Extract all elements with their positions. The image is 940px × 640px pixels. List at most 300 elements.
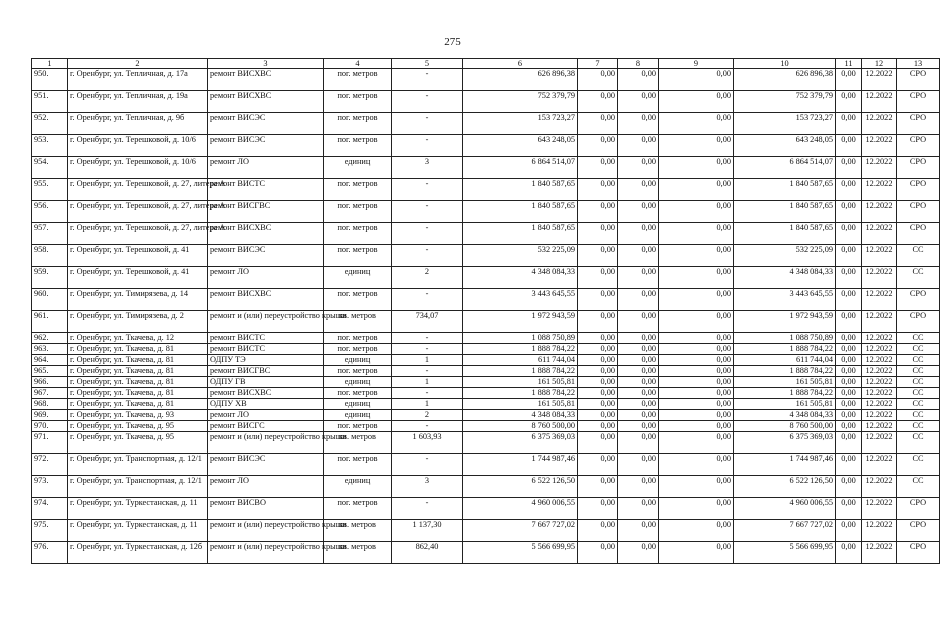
value-cell: 0,00 [836,245,862,267]
total-cost-cell: 1 840 587,65 [463,179,578,201]
unit-cell: единиц [324,267,392,289]
column-header: 2 [68,59,208,69]
deadline-cell: 12.2022 [862,69,897,91]
value-cell: 0,00 [659,399,734,410]
quantity-cell: 1 [392,377,463,388]
cost-cell: 4 960 006,55 [734,498,836,520]
value-cell: 0,00 [836,377,862,388]
quantity-cell: 2 [392,267,463,289]
row-number: 955. [32,179,68,201]
value-cell: 0,00 [659,498,734,520]
deadline-cell: 12.2022 [862,344,897,355]
funding-cell: СРО [897,91,940,113]
quantity-cell: - [392,223,463,245]
table-row [32,454,940,476]
table-row [32,333,940,344]
value-cell: 0,00 [618,135,659,157]
value-cell: 0,00 [578,432,618,454]
value-cell: 0,00 [578,179,618,201]
total-cost-cell: 5 566 699,95 [463,542,578,564]
value-cell: 0,00 [659,355,734,366]
quantity-cell: 3 [392,476,463,498]
deadline-cell: 12.2022 [862,454,897,476]
table-row [32,91,940,113]
row-number: 950. [32,69,68,91]
value-cell: 0,00 [836,366,862,377]
funding-cell: СС [897,399,940,410]
value-cell: 0,00 [659,91,734,113]
quantity-cell: - [392,69,463,91]
work-type-cell: ремонт ВИСХВС [208,289,324,311]
value-cell: 0,00 [836,267,862,289]
funding-cell: СС [897,476,940,498]
address-cell: г. Оренбург, ул. Туркестанская, д. 11 [68,520,208,542]
funding-cell: СС [897,366,940,377]
address-cell: г. Оренбург, ул. Терешковой, д. 10/6 [68,157,208,179]
funding-cell: СРО [897,311,940,333]
row-number: 958. [32,245,68,267]
unit-cell: пог. метров [324,245,392,267]
repair-program-table [31,58,940,564]
cost-cell: 3 443 645,55 [734,289,836,311]
funding-cell: СРО [897,157,940,179]
table-body [32,69,940,564]
value-cell: 0,00 [578,421,618,432]
quantity-cell: - [392,344,463,355]
quantity-cell: 3 [392,157,463,179]
value-cell: 0,00 [578,245,618,267]
row-number: 956. [32,201,68,223]
table-row [32,311,940,333]
value-cell: 0,00 [618,223,659,245]
total-cost-cell: 3 443 645,55 [463,289,578,311]
funding-cell: СРО [897,542,940,564]
unit-cell: единиц [324,476,392,498]
table-row [32,245,940,267]
table-row [32,289,940,311]
address-cell: г. Оренбург, ул. Терешковой, д. 27, литера А [68,223,208,245]
unit-cell: пог. метров [324,289,392,311]
table-row [32,201,940,223]
address-cell: г. Оренбург, ул. Ткачева, д. 95 [68,421,208,432]
value-cell: 0,00 [618,366,659,377]
value-cell: 0,00 [578,267,618,289]
value-cell: 0,00 [618,377,659,388]
deadline-cell: 12.2022 [862,366,897,377]
value-cell: 0,00 [618,245,659,267]
value-cell: 0,00 [659,432,734,454]
total-cost-cell: 532 225,09 [463,245,578,267]
address-cell: г. Оренбург, ул. Ткачева, д. 81 [68,344,208,355]
table-row [32,366,940,377]
funding-cell: СС [897,421,940,432]
total-cost-cell: 6 375 369,03 [463,432,578,454]
address-cell: г. Оренбург, ул. Тимирязева, д. 14 [68,289,208,311]
cost-cell: 153 723,27 [734,113,836,135]
total-cost-cell: 1 840 587,65 [463,201,578,223]
work-type-cell: ремонт и (или) переустройство крыши [208,520,324,542]
value-cell: 0,00 [836,476,862,498]
cost-cell: 7 667 727,02 [734,520,836,542]
quantity-cell: - [392,421,463,432]
unit-cell: единиц [324,355,392,366]
table-row [32,344,940,355]
value-cell: 0,00 [659,454,734,476]
value-cell: 0,00 [836,399,862,410]
cost-cell: 532 225,09 [734,245,836,267]
work-type-cell: ремонт и (или) переустройство крыши [208,311,324,333]
value-cell: 0,00 [618,432,659,454]
value-cell: 0,00 [836,410,862,421]
value-cell: 0,00 [618,179,659,201]
value-cell: 0,00 [618,542,659,564]
table-row [32,113,940,135]
work-type-cell: ремонт ВИСХВС [208,91,324,113]
cost-cell: 161 505,81 [734,377,836,388]
funding-cell: СРО [897,289,940,311]
value-cell: 0,00 [578,377,618,388]
cost-cell: 1 840 587,65 [734,179,836,201]
funding-cell: СРО [897,520,940,542]
row-number: 960. [32,289,68,311]
cost-cell: 611 744,04 [734,355,836,366]
funding-cell: СС [897,432,940,454]
unit-cell: пог. метров [324,498,392,520]
deadline-cell: 12.2022 [862,432,897,454]
value-cell: 0,00 [659,388,734,399]
address-cell: г. Оренбург, ул. Транспортная, д. 12/1 [68,476,208,498]
address-cell: г. Оренбург, ул. Терешковой, д. 10/6 [68,135,208,157]
work-type-cell: ремонт и (или) переустройство крыши [208,432,324,454]
unit-cell: пог. метров [324,135,392,157]
value-cell: 0,00 [836,311,862,333]
row-number: 970. [32,421,68,432]
deadline-cell: 12.2022 [862,157,897,179]
quantity-cell: - [392,179,463,201]
value-cell: 0,00 [578,201,618,223]
value-cell: 0,00 [618,421,659,432]
work-type-cell: ремонт ВИСТС [208,344,324,355]
table-row [32,498,940,520]
table-row [32,179,940,201]
deadline-cell: 12.2022 [862,388,897,399]
row-number: 962. [32,333,68,344]
unit-cell: пог. метров [324,344,392,355]
value-cell: 0,00 [659,223,734,245]
row-number: 974. [32,498,68,520]
deadline-cell: 12.2022 [862,410,897,421]
column-header: 4 [324,59,392,69]
work-type-cell: ремонт ВИСХВС [208,69,324,91]
address-cell: г. Оренбург, ул. Терешковой, д. 27, литера А [68,179,208,201]
total-cost-cell: 643 248,05 [463,135,578,157]
work-type-cell: ремонт ВИСЭС [208,454,324,476]
value-cell: 0,00 [618,69,659,91]
total-cost-cell: 161 505,81 [463,377,578,388]
value-cell: 0,00 [659,344,734,355]
total-cost-cell: 4 348 084,33 [463,410,578,421]
table-row [32,267,940,289]
total-cost-cell: 6 522 126,50 [463,476,578,498]
funding-cell: СРО [897,179,940,201]
value-cell: 0,00 [578,454,618,476]
table-row [32,399,940,410]
total-cost-cell: 611 744,04 [463,355,578,366]
value-cell: 0,00 [836,498,862,520]
work-type-cell: ремонт ВИСТС [208,179,324,201]
value-cell: 0,00 [659,201,734,223]
quantity-cell: - [392,201,463,223]
funding-cell: СРО [897,69,940,91]
value-cell: 0,00 [618,333,659,344]
total-cost-cell: 6 864 514,07 [463,157,578,179]
unit-cell: кв. метров [324,432,392,454]
address-cell: г. Оренбург, ул. Ткачева, д. 81 [68,355,208,366]
deadline-cell: 12.2022 [862,267,897,289]
value-cell: 0,00 [659,421,734,432]
column-header: 1 [32,59,68,69]
table-row [32,223,940,245]
column-header: 7 [578,59,618,69]
total-cost-cell: 1 088 750,89 [463,333,578,344]
unit-cell: пог. метров [324,366,392,377]
table-row [32,377,940,388]
row-number: 971. [32,432,68,454]
value-cell: 0,00 [618,410,659,421]
work-type-cell: ремонт ЛО [208,157,324,179]
cost-cell: 752 379,79 [734,91,836,113]
quantity-cell: - [392,388,463,399]
cost-cell: 1 088 750,89 [734,333,836,344]
work-type-cell: ремонт ВИСЭС [208,245,324,267]
value-cell: 0,00 [618,388,659,399]
value-cell: 0,00 [578,311,618,333]
work-type-cell: ремонт ВИСТС [208,333,324,344]
cost-cell: 626 896,38 [734,69,836,91]
address-cell: г. Оренбург, ул. Тепличная, д. 9б [68,113,208,135]
column-number-row [32,59,940,69]
total-cost-cell: 8 760 500,00 [463,421,578,432]
address-cell: г. Оренбург, ул. Тепличная, д. 19а [68,91,208,113]
cost-cell: 1 744 987,46 [734,454,836,476]
value-cell: 0,00 [578,344,618,355]
unit-cell: единиц [324,410,392,421]
deadline-cell: 12.2022 [862,223,897,245]
quantity-cell: - [392,245,463,267]
row-number: 953. [32,135,68,157]
value-cell: 0,00 [836,201,862,223]
cost-cell: 1 840 587,65 [734,201,836,223]
value-cell: 0,00 [578,69,618,91]
value-cell: 0,00 [659,333,734,344]
cost-cell: 643 248,05 [734,135,836,157]
value-cell: 0,00 [578,157,618,179]
quantity-cell: - [392,91,463,113]
total-cost-cell: 153 723,27 [463,113,578,135]
table-row [32,135,940,157]
funding-cell: СРО [897,201,940,223]
value-cell: 0,00 [618,201,659,223]
value-cell: 0,00 [836,333,862,344]
work-type-cell: ремонт ВИСХВС [208,388,324,399]
value-cell: 0,00 [659,366,734,377]
value-cell: 0,00 [578,388,618,399]
row-number: 972. [32,454,68,476]
funding-cell: СРО [897,135,940,157]
value-cell: 0,00 [659,520,734,542]
value-cell: 0,00 [659,311,734,333]
cost-cell: 1 972 943,59 [734,311,836,333]
row-number: 964. [32,355,68,366]
work-type-cell: ремонт ЛО [208,410,324,421]
quantity-cell: - [392,454,463,476]
table-row [32,542,940,564]
row-number: 954. [32,157,68,179]
work-type-cell: ремонт и (или) переустройство крыши [208,542,324,564]
value-cell: 0,00 [836,520,862,542]
value-cell: 0,00 [578,399,618,410]
value-cell: 0,00 [659,245,734,267]
value-cell: 0,00 [578,410,618,421]
quantity-cell: - [392,289,463,311]
quantity-cell: 1 [392,399,463,410]
value-cell: 0,00 [836,432,862,454]
row-number: 952. [32,113,68,135]
address-cell: г. Оренбург, ул. Ткачева, д. 81 [68,388,208,399]
table-row [32,432,940,454]
funding-cell: СС [897,267,940,289]
total-cost-cell: 161 505,81 [463,399,578,410]
address-cell: г. Оренбург, ул. Туркестанская, д. 12б [68,542,208,564]
value-cell: 0,00 [578,355,618,366]
cost-cell: 4 348 084,33 [734,267,836,289]
address-cell: г. Оренбург, ул. Ткачева, д. 81 [68,366,208,377]
value-cell: 0,00 [618,498,659,520]
value-cell: 0,00 [836,91,862,113]
value-cell: 0,00 [659,113,734,135]
deadline-cell: 12.2022 [862,520,897,542]
value-cell: 0,00 [618,267,659,289]
value-cell: 0,00 [578,542,618,564]
table-row [32,476,940,498]
value-cell: 0,00 [578,135,618,157]
column-header: 11 [836,59,862,69]
address-cell: г. Оренбург, ул. Терешковой, д. 27, литера А [68,201,208,223]
deadline-cell: 12.2022 [862,421,897,432]
value-cell: 0,00 [836,421,862,432]
address-cell: г. Оренбург, ул. Терешковой, д. 41 [68,245,208,267]
deadline-cell: 12.2022 [862,135,897,157]
value-cell: 0,00 [836,179,862,201]
quantity-cell: 2 [392,410,463,421]
work-type-cell: ОДПУ ТЭ [208,355,324,366]
quantity-cell: 734,07 [392,311,463,333]
funding-cell: СС [897,454,940,476]
funding-cell: СРО [897,113,940,135]
row-number: 951. [32,91,68,113]
address-cell: г. Оренбург, ул. Ткачева, д. 81 [68,377,208,388]
unit-cell: единиц [324,157,392,179]
funding-cell: СРО [897,223,940,245]
value-cell: 0,00 [659,179,734,201]
table-row [32,520,940,542]
funding-cell: СС [897,245,940,267]
value-cell: 0,00 [659,69,734,91]
unit-cell: пог. метров [324,333,392,344]
table-row [32,410,940,421]
quantity-cell: 1 [392,355,463,366]
cost-cell: 1 840 587,65 [734,223,836,245]
unit-cell: кв. метров [324,311,392,333]
funding-cell: СС [897,388,940,399]
address-cell: г. Оренбург, ул. Ткачева, д. 81 [68,399,208,410]
table-row [32,157,940,179]
deadline-cell: 12.2022 [862,179,897,201]
unit-cell: пог. метров [324,223,392,245]
deadline-cell: 12.2022 [862,355,897,366]
deadline-cell: 12.2022 [862,245,897,267]
unit-cell: пог. метров [324,201,392,223]
value-cell: 0,00 [578,91,618,113]
table-row [32,355,940,366]
unit-cell: кв. метров [324,542,392,564]
value-cell: 0,00 [836,355,862,366]
value-cell: 0,00 [836,542,862,564]
deadline-cell: 12.2022 [862,113,897,135]
table-row [32,421,940,432]
cost-cell: 5 566 699,95 [734,542,836,564]
quantity-cell: 1 137,30 [392,520,463,542]
value-cell: 0,00 [836,135,862,157]
funding-cell: СС [897,377,940,388]
address-cell: г. Оренбург, ул. Тимирязева, д. 2 [68,311,208,333]
cost-cell: 6 522 126,50 [734,476,836,498]
column-header: 12 [862,59,897,69]
value-cell: 0,00 [618,476,659,498]
row-number: 976. [32,542,68,564]
deadline-cell: 12.2022 [862,399,897,410]
cost-cell: 1 888 784,22 [734,366,836,377]
deadline-cell: 12.2022 [862,311,897,333]
total-cost-cell: 626 896,38 [463,69,578,91]
work-type-cell: ремонт ЛО [208,267,324,289]
value-cell: 0,00 [578,520,618,542]
deadline-cell: 12.2022 [862,289,897,311]
column-header: 5 [392,59,463,69]
cost-cell: 6 375 369,03 [734,432,836,454]
value-cell: 0,00 [578,476,618,498]
row-number: 957. [32,223,68,245]
address-cell: г. Оренбург, ул. Тепличная, д. 17а [68,69,208,91]
quantity-cell: - [392,333,463,344]
value-cell: 0,00 [659,476,734,498]
cost-cell: 4 348 084,33 [734,410,836,421]
row-number: 963. [32,344,68,355]
quantity-cell: - [392,135,463,157]
funding-cell: СС [897,355,940,366]
cost-cell: 1 888 784,22 [734,388,836,399]
funding-cell: СС [897,333,940,344]
column-header: 9 [659,59,734,69]
total-cost-cell: 4 348 084,33 [463,267,578,289]
value-cell: 0,00 [836,388,862,399]
column-header: 8 [618,59,659,69]
quantity-cell: - [392,498,463,520]
row-number: 969. [32,410,68,421]
row-number: 966. [32,377,68,388]
row-number: 968. [32,399,68,410]
value-cell: 0,00 [618,311,659,333]
